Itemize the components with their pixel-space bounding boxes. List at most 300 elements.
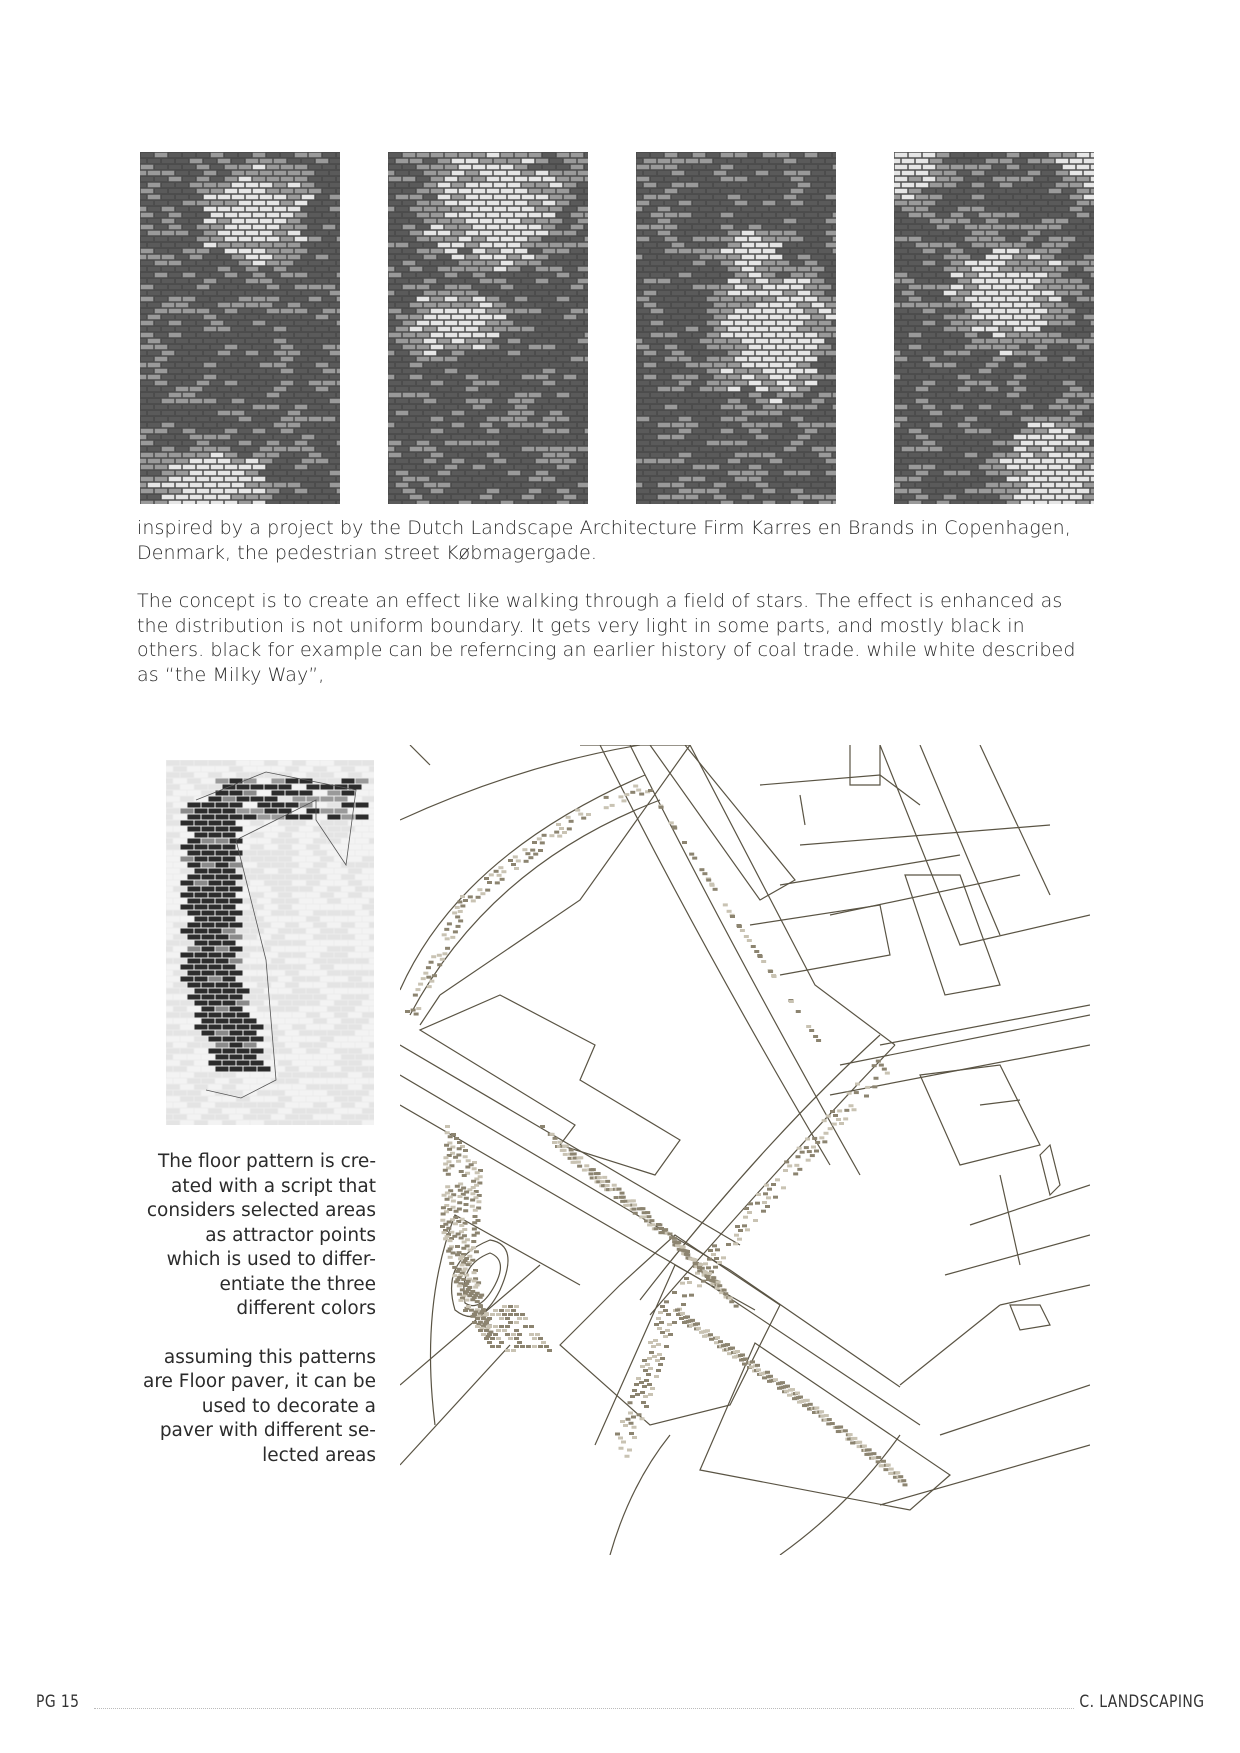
brick <box>564 231 577 236</box>
brick <box>162 423 175 428</box>
description-line: ated with a script that <box>171 1175 376 1197</box>
brick <box>295 489 308 494</box>
map-paver <box>706 879 711 882</box>
brick <box>363 1121 375 1126</box>
brick <box>218 411 231 416</box>
brick <box>169 357 182 362</box>
brick <box>293 977 306 982</box>
brick <box>1056 303 1069 308</box>
brick <box>686 195 699 200</box>
brick <box>286 899 299 904</box>
brick <box>239 297 252 302</box>
brick <box>403 417 416 422</box>
brick <box>176 423 189 428</box>
brick <box>176 375 189 380</box>
brick <box>202 1055 215 1060</box>
brick <box>195 1061 208 1066</box>
brick <box>756 327 769 332</box>
brick <box>218 423 231 428</box>
brick <box>557 429 570 434</box>
brick <box>1049 465 1062 470</box>
brick <box>763 189 776 194</box>
brick <box>763 153 776 158</box>
brick <box>141 333 154 338</box>
brick <box>141 465 154 470</box>
brick <box>279 893 292 898</box>
brick <box>636 195 643 200</box>
brick <box>826 195 837 200</box>
brick <box>672 255 685 260</box>
brick <box>636 375 643 380</box>
brick <box>1021 285 1034 290</box>
brick <box>424 411 437 416</box>
brick <box>466 387 479 392</box>
map-paver <box>472 1313 477 1316</box>
brick <box>557 249 570 254</box>
brick <box>295 165 308 170</box>
brick <box>1021 201 1034 206</box>
brick <box>494 195 507 200</box>
brick <box>335 929 348 934</box>
brick <box>167 893 180 898</box>
brick <box>784 279 797 284</box>
brick <box>895 357 908 362</box>
brick <box>637 369 650 374</box>
map-paver <box>445 1198 450 1201</box>
brick <box>459 417 472 422</box>
brick <box>550 207 563 212</box>
brick <box>424 327 437 332</box>
brick <box>473 177 486 182</box>
brick <box>1077 369 1090 374</box>
brick <box>438 375 451 380</box>
brick <box>742 411 755 416</box>
brick <box>1084 195 1095 200</box>
brick <box>979 345 992 350</box>
brick <box>585 285 589 290</box>
brick <box>894 279 901 284</box>
brick <box>944 387 957 392</box>
brick <box>735 429 748 434</box>
brick <box>295 393 308 398</box>
map-paver <box>490 1345 495 1348</box>
brick <box>183 225 196 230</box>
map-paver <box>784 1160 789 1163</box>
brick <box>466 291 479 296</box>
brick <box>693 189 706 194</box>
brick <box>155 273 168 278</box>
brick <box>672 243 685 248</box>
brick <box>183 249 196 254</box>
brick <box>550 243 563 248</box>
brick <box>140 315 147 320</box>
brick <box>637 453 650 458</box>
brick <box>578 387 589 392</box>
brick <box>335 965 348 970</box>
brick <box>693 381 706 386</box>
brick <box>410 279 423 284</box>
brick <box>295 477 308 482</box>
brick <box>550 291 563 296</box>
brick <box>894 231 901 236</box>
brick <box>188 1067 201 1072</box>
brick <box>349 773 362 778</box>
brick <box>300 1079 313 1084</box>
map-paver <box>630 791 635 794</box>
brick <box>162 183 175 188</box>
brick <box>735 441 748 446</box>
brick <box>188 983 201 988</box>
brick <box>529 417 542 422</box>
brick <box>403 453 416 458</box>
brick <box>1014 327 1027 332</box>
brick <box>1021 465 1034 470</box>
brick <box>314 875 327 880</box>
brick <box>459 201 472 206</box>
brick <box>658 243 671 248</box>
brick <box>1056 387 1069 392</box>
map-paver <box>463 899 468 902</box>
brick <box>1014 231 1027 236</box>
map-paver <box>454 1280 459 1283</box>
brick <box>181 785 194 790</box>
brick <box>293 845 306 850</box>
brick <box>321 773 334 778</box>
brick <box>937 201 950 206</box>
brick <box>293 869 306 874</box>
brick <box>295 465 308 470</box>
brick <box>288 471 301 476</box>
brick <box>986 207 999 212</box>
map-paver <box>814 1150 819 1153</box>
brick <box>260 195 273 200</box>
brick <box>188 899 201 904</box>
brick <box>148 471 161 476</box>
brick <box>176 243 189 248</box>
brick <box>314 899 327 904</box>
brick <box>972 315 985 320</box>
brick <box>763 165 776 170</box>
brick <box>651 381 664 386</box>
brick <box>1063 417 1076 422</box>
brick <box>937 429 950 434</box>
brick <box>417 417 430 422</box>
map-paver <box>496 1329 501 1332</box>
brick <box>349 1049 362 1054</box>
brick <box>658 219 671 224</box>
map-paver <box>738 1229 743 1232</box>
brick <box>140 171 147 176</box>
brick <box>1084 327 1095 332</box>
brick <box>190 447 203 452</box>
brick <box>246 267 259 272</box>
brick <box>349 941 362 946</box>
map-paver <box>463 1155 468 1158</box>
map-paver <box>697 1284 702 1287</box>
brick <box>529 321 542 326</box>
brick <box>993 177 1006 182</box>
brick <box>749 501 762 505</box>
map-paver <box>465 1166 470 1169</box>
brick <box>651 237 664 242</box>
brick <box>174 971 187 976</box>
brick <box>557 393 570 398</box>
brick <box>637 489 650 494</box>
brick <box>314 935 327 940</box>
map-paver <box>429 980 434 983</box>
brick <box>321 845 334 850</box>
brick <box>148 327 161 332</box>
brick <box>637 297 650 302</box>
brick <box>370 923 375 928</box>
map-paver <box>487 1341 492 1344</box>
brick <box>267 333 280 338</box>
brick <box>637 309 650 314</box>
brick <box>473 153 486 158</box>
brick <box>183 429 196 434</box>
brick <box>211 369 224 374</box>
brick <box>417 285 430 290</box>
map-paver <box>447 1148 452 1151</box>
brick <box>466 363 479 368</box>
brick <box>1077 345 1090 350</box>
brick <box>770 495 783 500</box>
brick <box>389 285 402 290</box>
brick <box>749 297 762 302</box>
brick <box>585 477 589 482</box>
brick <box>571 381 584 386</box>
brick <box>494 483 507 488</box>
map-paver <box>756 1193 761 1196</box>
brick <box>370 1007 375 1012</box>
brick <box>239 333 252 338</box>
brick <box>508 243 521 248</box>
brick <box>749 249 762 254</box>
brick <box>230 1031 243 1036</box>
brick <box>1042 387 1055 392</box>
brick <box>679 441 692 446</box>
brick <box>557 345 570 350</box>
brick <box>335 809 348 814</box>
brick <box>1049 225 1062 230</box>
brick <box>571 189 584 194</box>
brick <box>244 803 257 808</box>
brick <box>167 1061 180 1066</box>
description-line: used to decorate a <box>201 1395 376 1417</box>
brick <box>522 411 535 416</box>
brick <box>330 195 341 200</box>
brick <box>742 303 755 308</box>
brick <box>894 255 901 260</box>
brick <box>281 165 294 170</box>
brick <box>798 327 811 332</box>
brick <box>396 447 409 452</box>
pattern-graphic <box>166 760 374 1125</box>
brick <box>403 165 416 170</box>
brick <box>356 1007 369 1012</box>
brick <box>480 279 493 284</box>
brick <box>349 869 362 874</box>
brick <box>714 183 727 188</box>
brick <box>286 1043 299 1048</box>
brick <box>410 231 423 236</box>
brick <box>445 477 458 482</box>
brick <box>302 411 315 416</box>
brick <box>431 501 444 505</box>
brick <box>564 423 577 428</box>
brick <box>169 321 182 326</box>
brick <box>209 785 222 790</box>
brick <box>1007 465 1020 470</box>
brick <box>232 459 245 464</box>
brick <box>330 315 341 320</box>
brick <box>550 231 563 236</box>
brick <box>923 237 936 242</box>
brick <box>342 1043 355 1048</box>
brick <box>1035 357 1048 362</box>
brick <box>141 225 154 230</box>
map-paver <box>805 1138 810 1141</box>
brick <box>993 261 1006 266</box>
brick <box>665 381 678 386</box>
map-paver <box>659 806 664 809</box>
brick <box>819 345 832 350</box>
brick <box>819 165 832 170</box>
brick <box>557 321 570 326</box>
brick <box>410 363 423 368</box>
brick <box>166 863 173 868</box>
map-paver <box>457 1147 462 1150</box>
brick <box>557 273 570 278</box>
brick <box>686 291 699 296</box>
brick <box>349 953 362 958</box>
brick <box>550 267 563 272</box>
brick <box>543 357 556 362</box>
brick <box>388 219 395 224</box>
brick <box>686 243 699 248</box>
brick <box>197 237 210 242</box>
brick <box>728 423 741 428</box>
brick <box>314 1067 327 1072</box>
brick <box>452 171 465 176</box>
brick <box>295 369 308 374</box>
brick <box>356 815 369 820</box>
brick <box>356 983 369 988</box>
brick <box>571 249 584 254</box>
map-paver <box>816 1039 821 1042</box>
brick <box>1028 279 1041 284</box>
brick <box>665 237 678 242</box>
brick <box>1070 231 1083 236</box>
brick <box>274 255 287 260</box>
brick <box>335 761 348 766</box>
brick <box>902 375 915 380</box>
brick <box>1042 279 1055 284</box>
brick <box>784 459 797 464</box>
brick <box>169 165 182 170</box>
brick <box>195 965 208 970</box>
brick <box>323 213 336 218</box>
brick <box>1070 459 1083 464</box>
brick <box>162 315 175 320</box>
brick <box>167 1013 180 1018</box>
brick <box>728 231 741 236</box>
brick <box>1021 441 1034 446</box>
brick <box>166 899 173 904</box>
brick <box>148 435 161 440</box>
brick <box>342 791 355 796</box>
brick <box>812 327 825 332</box>
brick <box>550 399 563 404</box>
brick <box>246 495 259 500</box>
brick <box>202 1019 215 1024</box>
brick <box>770 447 783 452</box>
brick <box>571 321 584 326</box>
brick <box>330 279 341 284</box>
brick <box>279 1025 292 1030</box>
map-paver <box>461 1278 466 1281</box>
brick <box>181 917 194 922</box>
brick <box>1000 291 1013 296</box>
brick <box>1035 345 1048 350</box>
brick <box>637 429 650 434</box>
brick <box>363 869 375 874</box>
brick <box>1000 195 1013 200</box>
brick <box>197 441 210 446</box>
map-paver <box>502 1329 507 1332</box>
brick <box>211 237 224 242</box>
brick <box>225 357 238 362</box>
brick <box>763 213 776 218</box>
brick <box>777 321 790 326</box>
brick <box>202 935 215 940</box>
brick <box>417 309 430 314</box>
brick <box>791 477 804 482</box>
brick <box>944 399 957 404</box>
map-paver <box>459 1224 464 1227</box>
brick <box>515 273 528 278</box>
brick <box>307 809 320 814</box>
brick <box>986 303 999 308</box>
map-paver <box>437 954 442 957</box>
brick <box>894 447 901 452</box>
brick <box>564 495 577 500</box>
map-paver <box>525 852 530 855</box>
brick <box>349 989 362 994</box>
brick <box>216 851 229 856</box>
map-paver <box>562 831 567 834</box>
brick <box>679 297 692 302</box>
brick <box>826 387 837 392</box>
brick <box>1000 207 1013 212</box>
brick <box>211 189 224 194</box>
brick <box>363 989 375 994</box>
brick <box>389 333 402 338</box>
brick <box>302 471 315 476</box>
brick <box>258 1091 271 1096</box>
brick <box>522 207 535 212</box>
brick <box>424 231 437 236</box>
brick <box>300 1091 313 1096</box>
brick <box>1007 165 1020 170</box>
brick <box>944 255 957 260</box>
brick <box>223 917 236 922</box>
brick <box>693 273 706 278</box>
brick <box>140 447 147 452</box>
brick <box>522 171 535 176</box>
brick <box>894 471 901 476</box>
brick <box>148 399 161 404</box>
